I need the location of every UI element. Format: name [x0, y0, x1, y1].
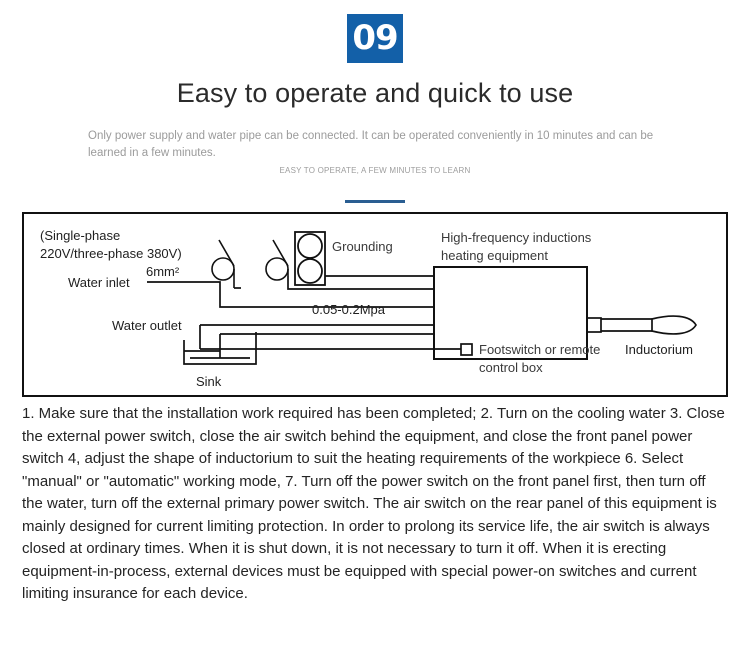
inductorium-assembly [587, 316, 696, 334]
grounding-circle-top [298, 234, 322, 258]
footswitch-label-line2: control box [479, 360, 543, 375]
supply-label-line1: (Single-phase [40, 228, 121, 243]
instructions-paragraph: 1. Make sure that the installation work required has been completed; 2. Turn on the cooling water 3. Close the external power switch, close the air switch behind the equipment, and close the front panel power switch 4, adjust the shape of inductorium to suit the heating requirements of the workpiece 6. Select "manual" or "automatic" working mode, 7. Turn off the power switch on the front panel first, then turn off the water, turn off the external primary power switch. The air switch on the rear panel of this equipment is mainly designed for current limiting protection. In order to prolong its service life, the air switch is always closed at ordinary times. When it is shut down, it is not necessary to turn it off. When it is erecting equipment-in-process, external devices must be equipped with special power-on switches and current limiting insurance for each device. [22, 405, 725, 602]
equipment-label-line2: heating equipment [441, 248, 548, 263]
inductorium-label: Inductorium [625, 342, 693, 357]
footswitch-box-icon [461, 344, 472, 355]
pressure-label: 0.05-0.2Mpa [312, 302, 385, 317]
supply-wiring [234, 276, 434, 289]
water-outlet-plumbing [184, 325, 434, 364]
power-switch-symbols [212, 240, 288, 288]
page-subtitle: Only power supply and water pipe can be connected. It can be operated conveniently in 10 minutes and can be learned in a few minutes. [88, 130, 654, 159]
equipment-label-line1: High-frequency inductions [441, 230, 592, 245]
page-title: Easy to operate and quick to use [176, 78, 574, 108]
sink-label: Sink [196, 374, 222, 389]
wiring-diagram-svg [24, 214, 726, 395]
water-inlet-path [147, 282, 434, 307]
section-number-container [0, 14, 750, 63]
grounding-label: Grounding [332, 239, 393, 254]
divider-container [0, 190, 750, 208]
cable-size-label: 6mm² [146, 264, 180, 279]
grounding-symbol-icon [295, 232, 325, 285]
section-number-badge: 09 [347, 14, 403, 63]
grounding-circle-bottom [298, 259, 322, 283]
wiring-diagram [22, 212, 728, 397]
water-inlet-line [147, 282, 434, 307]
supply-label-line2: 220V/three-phase 380V) [40, 246, 182, 261]
switch-blade-2-icon [273, 240, 288, 266]
footswitch-label-line1: Footswitch or remote [479, 342, 601, 357]
eyebrow-caption: EASY TO OPERATE, A FEW MINUTES TO LEARN [279, 166, 471, 175]
divider-rule [345, 200, 405, 203]
footswitch-wiring [200, 344, 472, 355]
switch-blade-1-icon [219, 240, 234, 266]
water-inlet-label: Water inlet [68, 275, 130, 290]
water-outlet-label: Water outlet [112, 318, 182, 333]
inductorium-head-icon [652, 316, 696, 334]
inductorium-connector [587, 318, 601, 332]
